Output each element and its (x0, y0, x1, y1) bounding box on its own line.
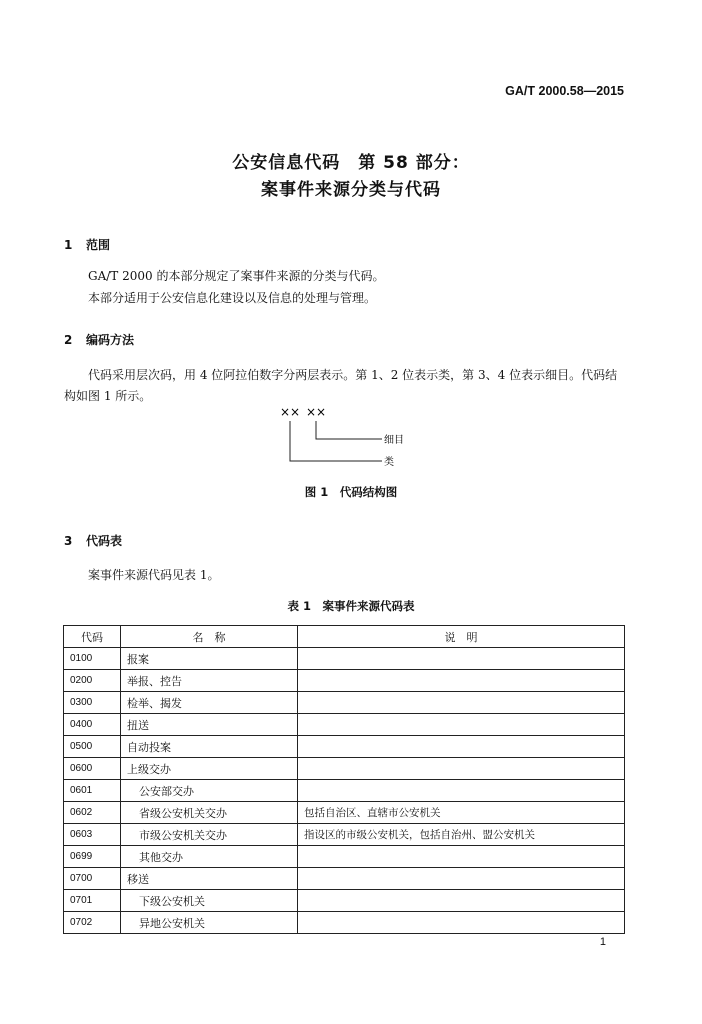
cell-note (298, 648, 625, 670)
table-row (64, 868, 625, 890)
header-note: 说 明 (298, 626, 625, 648)
section-number: 3 (64, 534, 73, 548)
cell-name: 扭送 (121, 714, 298, 736)
right-code-text: ×× (306, 405, 327, 419)
cell-note (298, 714, 625, 736)
cell-note (298, 736, 625, 758)
table-1-caption: 表 1 案事件来源代码表 (287, 599, 415, 613)
header-code: 代码 (64, 626, 121, 648)
table-row (64, 846, 625, 868)
table-row (64, 780, 625, 802)
cell-code: 0300 (64, 692, 121, 714)
detail-label: 细目 (384, 435, 404, 446)
class-label: 类 (384, 457, 394, 468)
cell-code: 0701 (64, 890, 121, 912)
cell-note (298, 868, 625, 890)
cell-note: 指设区的市级公安机关，包括自治州、盟公安机关 (298, 824, 625, 846)
cell-name: 报案 (121, 648, 298, 670)
cell-code: 0699 (64, 846, 121, 868)
cell-name: 省级公安机关交办 (121, 802, 298, 824)
table-row (64, 736, 625, 758)
cell-name: 检举、揭发 (121, 692, 298, 714)
cell-name: 其他交办 (121, 846, 298, 868)
cell-code: 0601 (64, 780, 121, 802)
section-title: 范围 (86, 238, 111, 252)
left-code-text: ×× (280, 405, 301, 419)
cell-code: 0600 (64, 758, 121, 780)
table-row (64, 912, 625, 934)
cell-note (298, 758, 625, 780)
cell-note (298, 670, 625, 692)
detail-connector-line (316, 421, 382, 439)
cell-code: 0702 (64, 912, 121, 934)
table-header-row (64, 626, 625, 648)
cell-note (298, 846, 625, 868)
cell-code: 0500 (64, 736, 121, 758)
table-row (64, 714, 625, 736)
section-number: 2 (64, 333, 73, 347)
cell-name: 举报、控告 (121, 670, 298, 692)
cell-name: 移送 (121, 868, 298, 890)
section-1-paragraph-1: GA/T 2000 的本部分规定了案事件来源的分类与代码。 (88, 269, 385, 283)
table-row (64, 670, 625, 692)
cell-code: 0200 (64, 670, 121, 692)
cell-note (298, 692, 625, 714)
cell-note (298, 780, 625, 802)
section-1-paragraph-2: 本部分适用于公安信息化建设以及信息的处理与管理。 (88, 291, 377, 305)
section-2-heading (64, 331, 134, 348)
table-row (64, 692, 625, 714)
table-row (64, 758, 625, 780)
cell-name: 公安部交办 (121, 780, 298, 802)
standard-code: GA/T 2000.58—2015 (505, 84, 624, 98)
table-row (64, 802, 625, 824)
section-3-paragraph-1: 案事件来源代码见表 1。 (88, 568, 220, 582)
section-1-heading (64, 236, 110, 253)
section-number: 1 (64, 238, 73, 252)
cell-name: 下级公安机关 (121, 890, 298, 912)
section-2-paragraph-1: 代码采用层次码，用 4 位阿拉伯数字分两层表示。第 1、2 位表示类，第 3、4 位表示细目。代码结构如图 1 所示。 (64, 368, 618, 403)
cell-note: 包括自治区、直辖市公安机关 (298, 802, 625, 824)
code-structure-diagram (270, 403, 430, 473)
cell-code: 0100 (64, 648, 121, 670)
section-title: 代码表 (86, 534, 123, 548)
cell-name: 异地公安机关 (121, 912, 298, 934)
document-title-line1: 公安信息代码 第 58 部分： (232, 153, 470, 173)
cell-code: 0700 (64, 868, 121, 890)
cell-name: 自动投案 (121, 736, 298, 758)
source-code-table (63, 625, 625, 934)
cell-code: 0603 (64, 824, 121, 846)
page-number: 1 (599, 936, 606, 948)
section-3-heading (64, 532, 122, 549)
figure-1-caption: 图 1 代码结构图 (304, 485, 398, 499)
cell-note (298, 912, 625, 934)
cell-name: 市级公安机关交办 (121, 824, 298, 846)
document-title-line2: 案事件来源分类与代码 (261, 180, 441, 200)
cell-code: 0400 (64, 714, 121, 736)
table-row (64, 824, 625, 846)
cell-name: 上级交办 (121, 758, 298, 780)
cell-note (298, 890, 625, 912)
cell-code: 0602 (64, 802, 121, 824)
section-title: 编码方法 (86, 333, 135, 347)
table-row (64, 890, 625, 912)
header-name: 名 称 (121, 626, 298, 648)
class-connector-line (290, 421, 382, 461)
table-row (64, 648, 625, 670)
